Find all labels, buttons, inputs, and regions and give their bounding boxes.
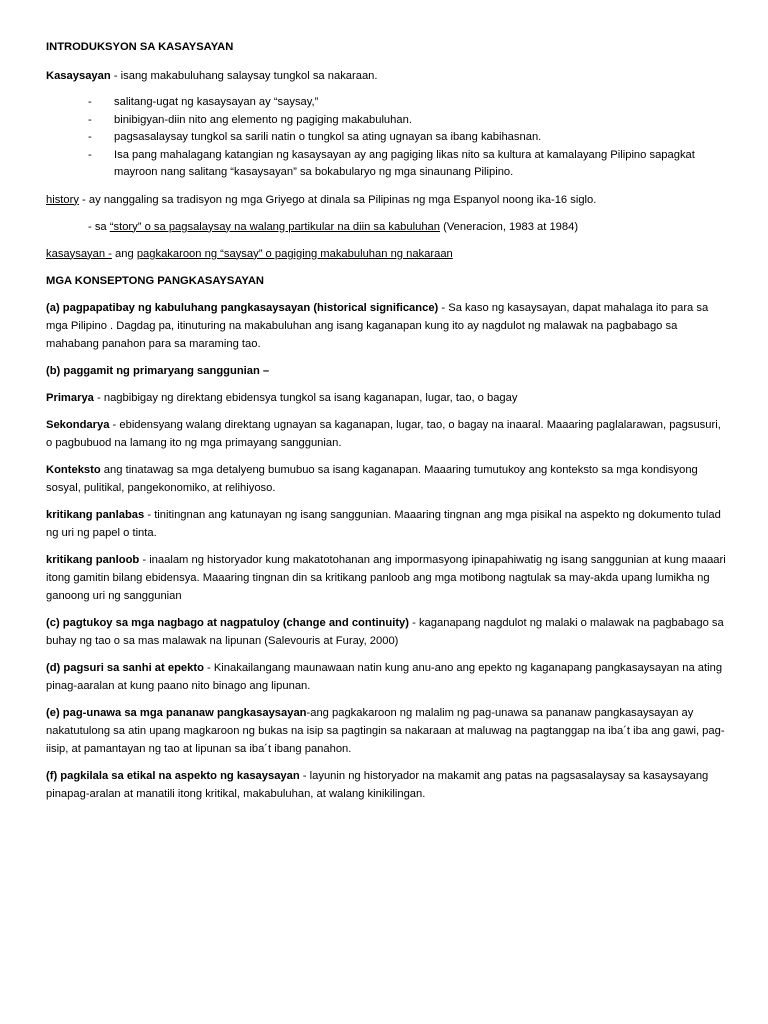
concept-e-term: (e) pag-unawa sa mga pananaw pangkasaysayan (46, 706, 307, 719)
concept-f-term: (f) pagkilala sa etikal na aspekto ng kasaysayan (46, 769, 300, 782)
term-history: history (46, 193, 79, 206)
bullet-list (46, 94, 726, 182)
story-underlined: “story” o sa pagsalaysay na walang partikular na diin sa kabuluhan (109, 220, 440, 233)
history-paragraph (46, 191, 726, 209)
history-text: - ay nanggaling sa tradisyon ng mga Griyego at dinala sa Pilipinas ng mga Espanyol noong ika-16 siglo. (78, 193, 597, 206)
kasaysayan-mid: ang (111, 247, 137, 260)
concept-c-term: (c) pagtukoy sa mga nagbago at nagpatuloy (change and continuity) (46, 616, 410, 629)
concept-f-text: - layunin ng historyador na makamit ang patas na pagsasalaysay sa kasaysayang pinapag-aralan at manatili itong kritikal, makabuluhan, at walang kinikilingan. (46, 769, 709, 800)
concept-a (46, 299, 726, 353)
bullet-text: Isa pang mahalagang katangian ng kasaysayan ay ang pagiging likas nito sa kultura at kamalayang Pilipino sapagkat mayroon nang salitang “kasaysayan” sa bokabularyo ng mga sinaunang Pilipino. (114, 148, 695, 178)
concept-f (46, 767, 726, 803)
primarya-text: - nagbibigay ng direktang ebidensya tungkol sa isang kaganapan, lugar, tao, o bagay (93, 391, 518, 404)
term-primarya: Primarya (46, 391, 94, 404)
concept-a-term: (a) pagpapatibay ng kabuluhang pangkasaysayan (historical significance) (46, 301, 439, 314)
panloob-paragraph (46, 551, 726, 605)
term-kasaysayan-underlined: kasaysayan - (46, 247, 112, 260)
definition-kasaysayan (46, 67, 726, 85)
sekondarya-paragraph (46, 416, 726, 452)
concept-a-text: - Sa kaso ng kasaysayan, dapat mahalaga ito para sa mga Pilipino . Dagdag pa, itinuturing na makabuluhan ang isang kaganapan kung ito ay nagdulot ng malawak na pagbabago sa mahabang panahon para sa maraming tao. (46, 301, 709, 350)
kasaysayan-paragraph (46, 245, 726, 263)
bullet-item (88, 112, 726, 130)
bullet-dash: - (88, 96, 92, 108)
concept-d-term: (d) pagsuri sa sanhi at epekto (46, 661, 204, 674)
panloob-text: - inaalam ng historyador kung makatotohanan ang impormasyong ipinapahiwatig ng isang sanggunian at kung maaari itong gamitin bilang ebidensya. Maaaring tingnan din sa kritikang panloob ang mga motibong nagtulak sa may-akda upang lumikha ng ganoong uri ng sanggunian (46, 553, 726, 602)
bullet-text: binibigyan-diin nito ang elemento ng pagiging makabuluhan. (114, 113, 412, 126)
panlabas-text: - tinitingnan ang katunayan ng isang sanggunian. Maaaring tingnan ang mga pisikal na aspekto ng dokumento tulad ng uri ng papel o tinta. (46, 508, 721, 539)
bullet-item (88, 129, 726, 147)
story-paragraph (46, 218, 726, 236)
concept-c-text: - kaganapang nagdulot ng malaki o malawak na pagbabago sa buhay ng tao o sa mas malawak na lipunan (Salevouris at Furay, 2000) (46, 616, 724, 647)
story-citation: (Veneracion, 1983 at 1984) (440, 220, 579, 233)
document-title: INTRODUKSYON SA KASAYSAYAN (46, 41, 234, 53)
concept-e (46, 704, 726, 758)
concept-d (46, 659, 726, 695)
concept-d-text: - Kinakailangang maunawaan natin kung anu-ano ang epekto ng kaganapang pangkasaysayan na ating pinag-aaralan at kung paano nito binago ang lipunan. (46, 661, 723, 692)
bullet-dash: - (88, 148, 92, 161)
bullet-dash: - (88, 131, 92, 143)
term-kasaysayan: Kasaysayan (46, 70, 111, 82)
term-kritikang-panlabas: kritikang panlabas (46, 508, 145, 521)
panlabas-paragraph (46, 506, 726, 542)
konteksto-text: ang tinatawag sa mga detalyeng bumubuo sa isang kaganapan. Maaaring tumutukoy ang konteksto sa mga kondisyong sosyal, pulitikal, pangekonomiko, at relihiyoso. (46, 463, 698, 494)
definition-text: - isang makabuluhang salaysay tungkol sa nakaraan. (110, 70, 378, 82)
bullet-dash: - (88, 113, 92, 126)
bullet-text: salitang-ugat ng kasaysayan ay “saysay,” (114, 96, 319, 108)
bullet-text: pagsasalaysay tungkol sa sarili natin o tungkol sa ating ugnayan sa ibang kabihasnan. (114, 131, 542, 143)
primarya-paragraph (46, 389, 726, 407)
bullet-item (88, 94, 726, 112)
konteksto-paragraph (46, 461, 726, 497)
bullet-item (88, 147, 726, 182)
term-kritikang-panloob: kritikang panloob (46, 553, 140, 566)
concept-e-text: -ang pagkakaroon ng malalim ng pag-unawa sa pananaw pangkasaysayan ay nakatutulong sa atin upang magkaroon ng bukas na isip sa pagtingin sa nakaraan at maluwag na pagtanggap na iba´t iba ang gawi, pag-iisip, at pamantayan ng tao at lipunan sa iba´t ibang panahon. (46, 706, 725, 755)
term-konteksto: Konteksto (46, 463, 101, 476)
kasaysayan-underlined-text: pagkakaroon ng “saysay” o pagiging makabuluhan ng nakaraan (136, 247, 453, 260)
sekondarya-text: - ebidensyang walang direktang ugnayan sa kaganapan, lugar, tao, o bagay na inaaral. Maaaring paglalarawan, pagsusuri, o pagbubuod na lamang ito ng mga primayang sanggunian. (46, 418, 721, 449)
story-prefix: - sa (88, 220, 110, 233)
concept-b: (b) paggamit ng primaryang sanggunian – (46, 364, 270, 377)
concept-c (46, 614, 726, 650)
document-page (46, 38, 726, 812)
section-title: MGA KONSEPTONG PANGKASAYSAYAN (46, 274, 264, 287)
term-sekondarya: Sekondarya (46, 418, 110, 431)
